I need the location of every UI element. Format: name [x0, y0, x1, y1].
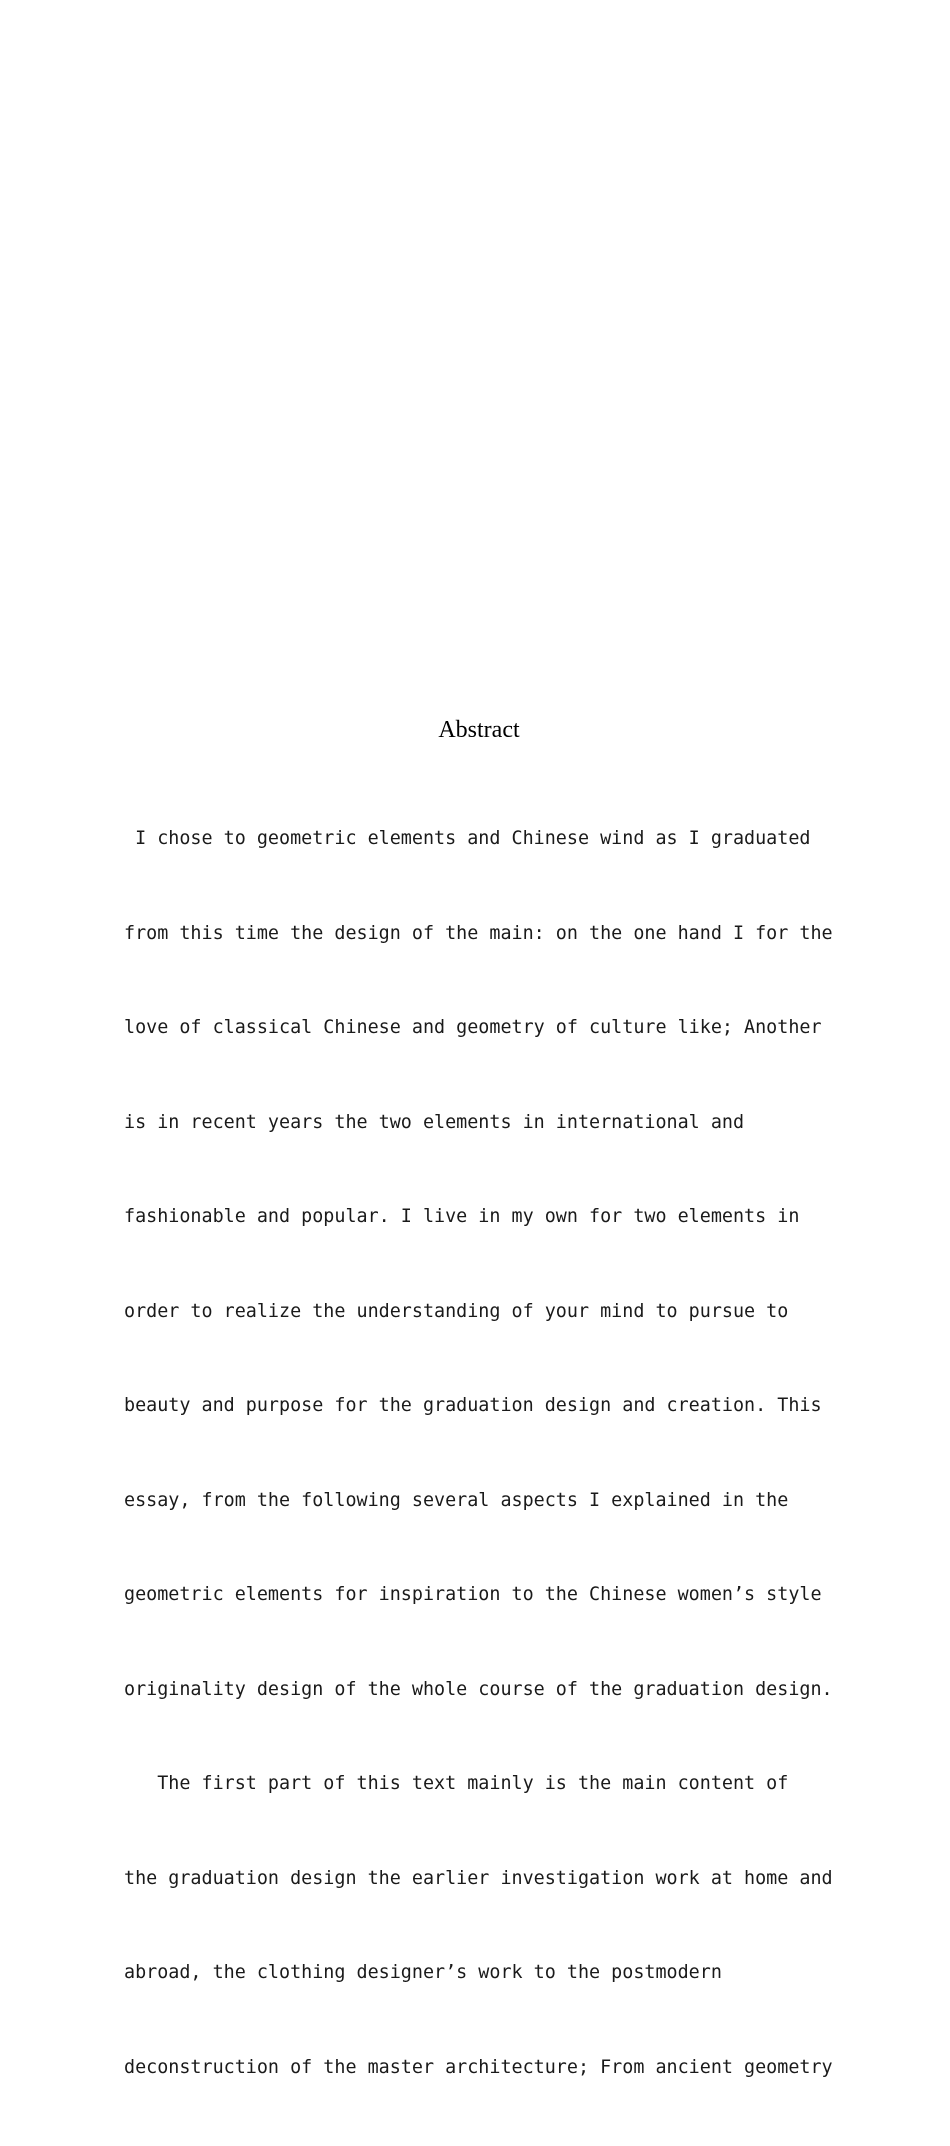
abstract-line: the graduation design the earlier investigation work at home and: [124, 1867, 833, 1889]
abstract-line: geometric elements for inspiration to the Chinese women’s style: [124, 1584, 822, 1605]
abstract-line: is in recent years the two elements in international and: [124, 1111, 745, 1133]
abstract-body: [124, 760, 884, 2146]
abstract-line: deconstruction of the master architecture; From ancient geometry: [124, 2056, 833, 2078]
abstract-line: The first part of this text mainly is the main content of: [124, 1773, 789, 1794]
abstract-title: Abstract: [438, 717, 520, 743]
abstract-line: abroad, the clothing designer’s work to the postmodern: [124, 1962, 722, 1983]
abstract-line: order to realize the understanding of your mind to pursue to: [124, 1300, 789, 1322]
abstract-line: from this time the design of the main: on the one hand I for the: [124, 922, 833, 944]
abstract-line: I chose to geometric elements and Chinese wind as I graduated: [124, 828, 811, 849]
abstract-line: essay, from the following several aspects I explained in the: [124, 1489, 789, 1511]
abstract-line: love of classical Chinese and geometry of culture like; Another: [124, 1017, 822, 1038]
abstract-line: originality design of the whole course of the graduation design.: [124, 1678, 833, 1700]
abstract-line: beauty and purpose for the graduation design and creation. This: [124, 1395, 822, 1416]
abstract-line: fashionable and popular. I live in my own for two elements in: [124, 1206, 800, 1227]
